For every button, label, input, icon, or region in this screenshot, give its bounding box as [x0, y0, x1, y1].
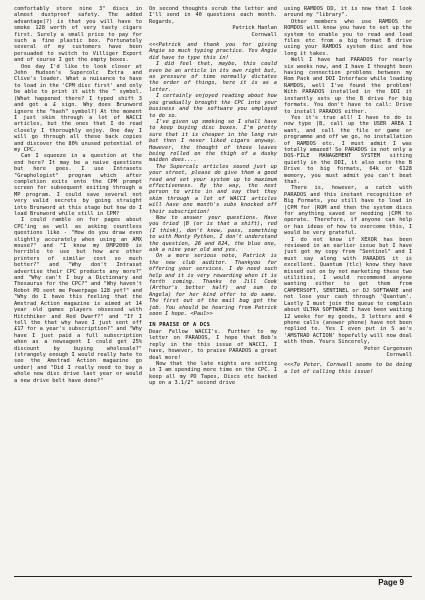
- letter-paragraph: I do not know if XEXOR has been reviewed in an earlier issue but I have just got my copy from "Sentinel" and I must say along with PARADOS it is excellent. Quantum (tlc) know they have missed out on by not marketing these two utilities, I would recommend anyone wanting either to get them from CAMPERSOFT, SENTINEL or DJ SOFTWARE and not lose your cash through 'Quantum'. Lastly I must join the queue to complain about ULTRA SOFTWARE I have been waiting 12 weeks for my goods, 3 letters and 4 phone calls (answer phone) have not been replied to. Yes I even put in S ae's 'AMSTRAD ACTION' hopefully will now deal with them. Yours Sincerely,: [284, 236, 412, 346]
- column-2: [149, 6, 277, 387]
- letter-paragraph: Dear Fellow WACCI's. Further to my letter on PARADOS, I hope that Bob's reply in the this issue of WACCI, I have, however, to praise PARADOS a great deal more!: [149, 328, 277, 361]
- letter-paragraph: One day I'd like to look closer at John Hudson's Supercolc Extra and Clive's loader. What a nuisance to have to load in the 'CPM disc first' and only be able to print it with the ^ symbol. (What happened there? I typed shift 3 and got a £ sign. Why does Brunword ignore the "hash" symbol?) At the moment I just skim through a lot of WACCI articles, but the ones that I do read closely I thoroughly enjoy. One day I will go through all these back copies and discover the 80% unused potential of my CPC.: [14, 63, 142, 153]
- editor-reply-paragraph: I've given up smoking so I shall have to keep buying disc boxes. I'm pretty sure that it is cheaper in the long run but then I never liked cigars anyway. However, the thought of those leaves being rolled on the thigh of a dusky maiden does....: [149, 118, 277, 164]
- editor-reply-paragraph: Now to answer your questions. Have you tried |B (or is that a shift), red (I think), don't know, pass, something to with Monty Python, I don't understand the question, 26 and 824, the blue one, ask a nine year old and yes.: [149, 215, 277, 254]
- editor-reply-paragraph: <<<Patrick and thank you for giving Angie so much typing practice. Yes Angie did have to type this in!: [149, 42, 277, 61]
- column-3: [284, 6, 412, 375]
- letter-paragraph: using RAMDOS DD, it is now that I look around my "library".: [284, 6, 412, 19]
- newsletter-page: [14, 6, 412, 588]
- editor-reply-paragraph: The Supercalc articles sound just up your street, please do give them a good read and set your system up to maximum effectiveness. By the way, the next person to write in and say that they skim through a lot of WACCI articles will have one month's subs knocked off their subscription!: [149, 163, 277, 215]
- signature-name: Peter Curgenven: [364, 345, 412, 352]
- letter-paragraph: I could ramble on for pages about CPC'ing as well as asking countless questions like - "How do you draw even slightly accurately when using an AMX mouse?" and "I know my DMP2000 is horrible to use but how are other printers of similar cost so much better?" and "Why don't Intrasat advertise their CPC products any more?" and "Why can't I buy a Dictionary and Thesaurus for the CPC?" and "Why haven't Robot PD sent me Powerpage 128 yet?" and "Why do I have this feeling that the Amstrad Action magazine is aimed at 14 year old games players obsessed with Hitchhiker and Red Dwarf?" and "If I tell the that why have I just sent off £17 for a year's subscription?" and "Why have I just paid a full subscription when as a newsagent I could get 25% discount by buying wholesale?" (strangely enough I would really hate to see the Amstrad Action magazine go under) and "Did I really need to buy a whole new disc drive last year or would a new drive belt have done?": [14, 217, 142, 384]
- letter-paragraph: Can I squeeze in a question at the end here? It may be a naive questions but here goes. I use Intrasets "Graphologist" program which after completion exits onto the CPM prompt screen for subsequent exiting through a MP program. I could save several not very valid secrets by going straight into Brunword at this stage but how do I load Brunword while still in CPM?: [14, 153, 142, 217]
- letter-paragraph: Well I have had PARADOS for nearly six weeks now, and I have I thought been having connection problems between my Rom Pack and DDI Interface while loading RAMDOS, well I've found the problem! With PARADOS installed in the DDI it instantly sets up the B drive for big formats. You don't have to call: Drive to install PARADOS either.: [284, 57, 412, 115]
- column-1: [14, 6, 142, 384]
- letter-paragraph: There is, however, a catch with PARADOS and this instant recognition of Big Formats, you still have to load in |CPM for |ROM and then the system discs for anything saved or needing |CPM to operate. Therefore, if anyone can help or has ideas of how to overcome this, I would be very grateful.: [284, 185, 412, 237]
- signature-location: Cornwall: [386, 351, 412, 358]
- page-number: Page 9: [378, 578, 404, 587]
- signature-name: Patrick Hanlan: [232, 25, 277, 32]
- editor-reply-paragraph: I did feel that, maybe, this could even be an article in its own right but, as pressure of time normally dictates the order of things, here it is as a letter.: [149, 61, 277, 93]
- page-footer: [14, 574, 412, 588]
- editor-reply-paragraph: I certainly enjoyed reading about how you gradually brought the CPC into your business and the software you employed to do so.: [149, 93, 277, 119]
- footer-rule: [14, 576, 412, 577]
- letter-paragraph: On second thoughts scrub the letter and I'll send in 40 questions each month. Regards,: [149, 6, 277, 25]
- signature-location: Cornwall: [251, 31, 277, 38]
- letter-paragraph: comfortably store nine 3" discs in almost dustproof safety. The added advantage(?) is that you will have to smoke 128 worth of very tasty cigars first. Surely a small price to pay for such a fine plastic box. Fortunately several of my customers have been persuaded to switch to Villiger Export and of course I get the empty boxes.: [14, 6, 142, 64]
- editor-reply-paragraph: On a more serious note, Patrick is the new club auditor. Thankyou for offering your services. I do need such help and it is very rewarding when it is forth coming. Thanks to Jill Cook (Arthur's better half) and sum to Angela) for her kind offer to do same. The first out of the mail bag got the job. You should be hearing from Patrick soon I hope. <Paul>>: [149, 253, 277, 318]
- letter-paragraph: Yes it's true all! I have to do is now type |B, call up the USER AREA I want, and call the file or game or programme and off we go, no installation of RAMDOS etc. I must admit I was totally amazed! So PARADOS is not only a DOS-FILE MANAGEMENT SYSTEM sitting quietly in the DDI, it also sets the B Drive to big formats, 64k or 6128 memory, you must admit you can't beat that.: [284, 114, 412, 185]
- letter-paragraph: Other members who use RAMDOS or ROMDOS will know you have to set up the system to enable you to read and load files etc from a big format B drive using your RAMDOS system disc and how long it takes.: [284, 18, 412, 57]
- section-heading: IN PRAISE OF A DCS: [149, 321, 211, 328]
- letter-paragraph: Now that the late nights are setting in I am spending more time on the CPC. I keep all my PD Tapes, Discs etc backed up on a 3.1/2" second drive: [149, 360, 277, 387]
- editor-reply-paragraph: <<<To Peter, Cornwall seems to be doing a lot of calling this issue!: [284, 362, 412, 375]
